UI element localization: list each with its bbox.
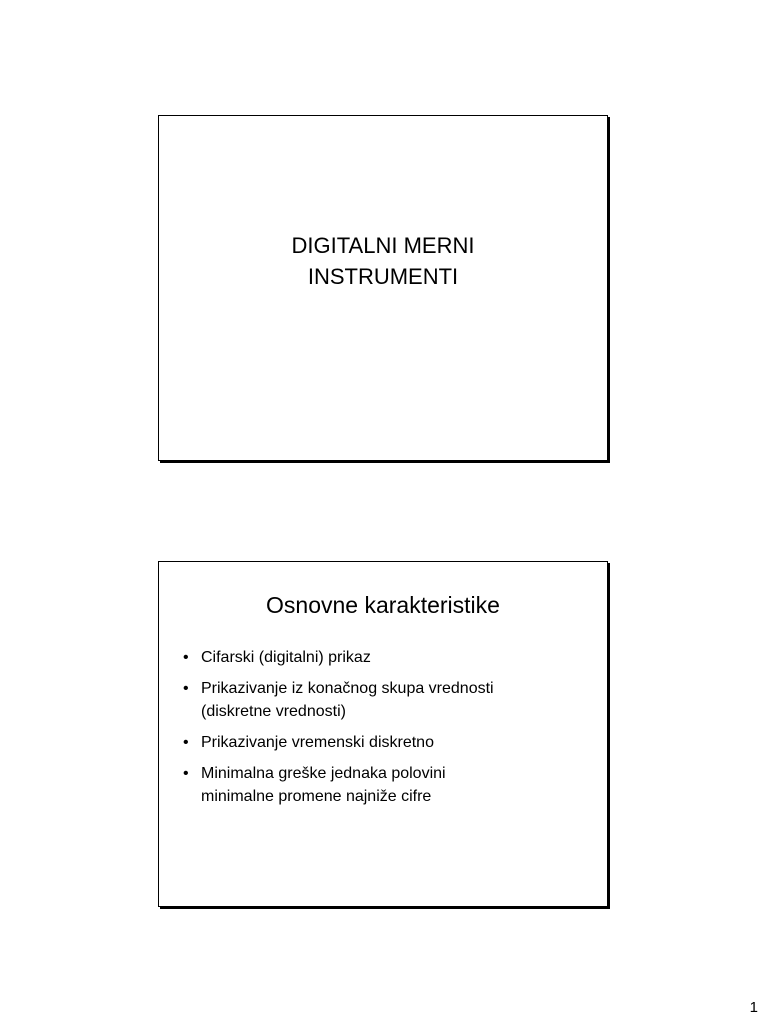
bullet-item [183,731,597,754]
bullet-icon: • [183,765,189,782]
bullet-item [183,646,597,669]
bullet-icon: • [183,734,189,751]
bullet-item [183,762,597,808]
slide-content [158,561,608,907]
page-number: 1 [749,999,758,1016]
bullet-icon: • [183,649,189,666]
bullet-item [183,677,597,723]
slide-title-text [159,230,607,292]
bullet-text: Cifarski (digitalni) prikaz [201,649,371,666]
bullet-icon: • [183,680,189,697]
slide-heading: Osnovne karakteristike [266,592,500,618]
bullet-list [183,646,597,816]
bullet-text: Prikazivanje vremenski diskretno [201,734,434,751]
title-line: DIGITALNI MERNI [291,233,475,258]
title-line: INSTRUMENTI [307,264,459,289]
bullet-text: Prikazivanje iz konačnog skupa vrednosti [201,680,494,697]
slide-title [158,115,608,461]
bullet-text: Minimalna greške jednaka polovini [201,765,446,782]
bullet-text: minimalne promene najniže cifre [201,788,432,805]
bullet-text: (diskretne vrednosti) [201,703,346,720]
